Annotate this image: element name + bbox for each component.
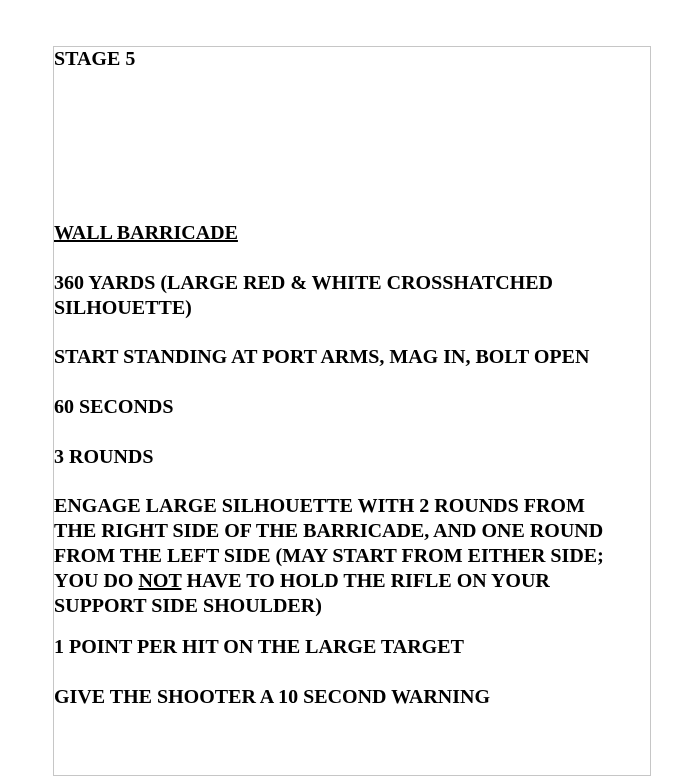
instructions-line-3: FROM THE LEFT SIDE (MAY START FROM EITHER SIDE;: [54, 545, 604, 567]
instructions-line-4-end: HAVE TO HOLD THE RIFLE ON YOUR: [181, 570, 550, 592]
warning: GIVE THE SHOOTER A 10 SECOND WARNING: [54, 686, 491, 708]
instructions-line-4-start: YOU DO: [54, 570, 139, 592]
round-count: 3 ROUNDS: [54, 446, 154, 468]
start-position: START STANDING AT PORT ARMS, MAG IN, BOLT OPEN: [54, 346, 590, 368]
distance-line-2: SILHOUETTE): [54, 297, 192, 319]
document-page: [53, 46, 651, 776]
instructions-line-2: THE RIGHT SIDE OF THE BARRICADE, AND ONE ROUND: [54, 520, 604, 542]
emphasis-not: NOT: [138, 570, 182, 592]
instructions-line-5: SUPPORT SIDE SHOULDER): [54, 595, 322, 617]
instructions-line-1: ENGAGE LARGE SILHOUETTE WITH 2 ROUNDS FROM: [54, 495, 585, 517]
time-limit: 60 SECONDS: [54, 396, 174, 418]
instructions-line-4: [54, 569, 550, 594]
scoring: 1 POINT PER HIT ON THE LARGE TARGET: [54, 636, 464, 658]
distance-line-1: 360 YARDS (LARGE RED & WHITE CROSSHATCHED: [54, 272, 553, 294]
stage-title: STAGE 5: [54, 48, 136, 70]
stage-name: WALL BARRICADE: [54, 222, 238, 244]
